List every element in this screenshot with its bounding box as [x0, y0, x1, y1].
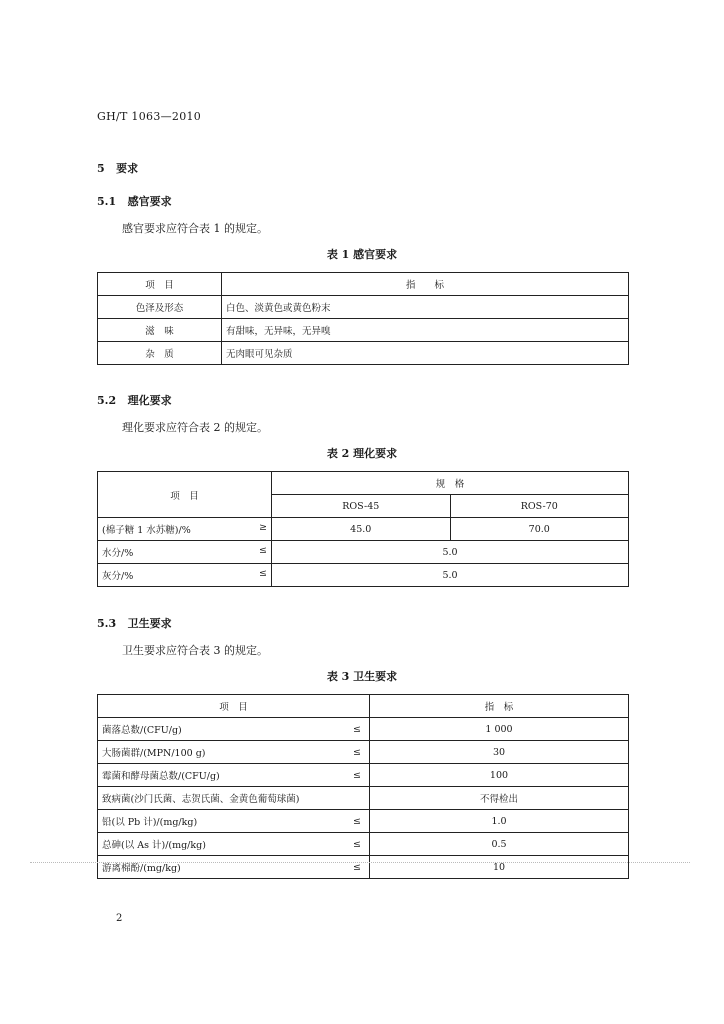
row-symbol: ≤	[339, 810, 370, 833]
subsection-5-1-intro: 感官要求应符合表 1 的规定。	[122, 222, 268, 235]
header-item: 项 目	[98, 695, 370, 718]
spec-col-ros45: ROS-45	[272, 495, 451, 518]
table-header-row	[98, 273, 629, 296]
row-symbol: ≤	[339, 741, 370, 764]
section-title: 要求	[116, 162, 139, 175]
table-header-row	[98, 695, 629, 718]
header-item: 项 目	[98, 273, 222, 296]
header-value: 指 标	[370, 695, 629, 718]
row-item-label: 水分/%	[102, 548, 134, 559]
row-item	[98, 541, 272, 564]
table-3-hygiene	[97, 694, 629, 879]
row-value: 5.0	[272, 541, 629, 564]
table-2-physicochemical	[97, 471, 629, 587]
subsection-number: 5.1	[97, 195, 117, 208]
table-row	[98, 833, 629, 856]
row-symbol: ≥	[259, 522, 267, 533]
row-symbol: ≤	[259, 568, 267, 579]
table-row	[98, 856, 629, 879]
row-item: 菌落总数/(CFU/g)	[98, 718, 340, 741]
row-symbol: ≤	[259, 545, 267, 556]
table-row	[98, 718, 629, 741]
table-row	[98, 741, 629, 764]
row-item-label: (棉子糖 1 水苏糖)/%	[102, 525, 191, 536]
row-symbol	[339, 787, 370, 810]
row-value-ros70: 70.0	[450, 518, 629, 541]
subsection-5-2-heading	[97, 392, 172, 408]
row-item: 致病菌(沙门氏菌、志贺氏菌、金黄色葡萄球菌)	[98, 787, 340, 810]
table-row	[98, 296, 629, 319]
row-item: 色泽及形态	[98, 296, 222, 319]
spec-col-ros70: ROS-70	[450, 495, 629, 518]
standard-code: GH/T 1063—2010	[97, 110, 202, 123]
header-item: 项 目	[98, 472, 272, 518]
row-item: 总砷(以 As 计)/(mg/kg)	[98, 833, 340, 856]
row-value: 30	[370, 741, 629, 764]
row-value: 不得检出	[370, 787, 629, 810]
subsection-5-1-heading	[97, 193, 172, 209]
row-value: 10	[370, 856, 629, 879]
row-value: 5.0	[272, 564, 629, 587]
row-value: 无肉眼可见杂质	[222, 342, 629, 365]
row-item: 大肠菌群/(MPN/100 g)	[98, 741, 340, 764]
table-header-row	[98, 472, 629, 495]
table-1-sensory	[97, 272, 629, 365]
row-item: 杂 质	[98, 342, 222, 365]
row-value: 有甜味，无异味，无异嗅	[222, 319, 629, 342]
row-value: 白色、淡黄色或黄色粉末	[222, 296, 629, 319]
row-item: 游离棉酚/(mg/kg)	[98, 856, 340, 879]
subsection-5-3-heading	[97, 615, 172, 631]
row-symbol: ≤	[339, 718, 370, 741]
table-row	[98, 564, 629, 587]
table-row	[98, 319, 629, 342]
table-row	[98, 810, 629, 833]
table-1-caption: 表 1 感官要求	[326, 248, 398, 261]
table-2-caption: 表 2 理化要求	[326, 447, 398, 460]
scan-artifact-line	[30, 862, 690, 864]
subsection-5-2-intro: 理化要求应符合表 2 的规定。	[122, 421, 268, 434]
table-3-caption: 表 3 卫生要求	[326, 670, 398, 683]
row-item: 铅(以 Pb 计)/(mg/kg)	[98, 810, 340, 833]
section-5-heading	[97, 160, 138, 176]
row-value-ros45: 45.0	[272, 518, 451, 541]
row-value: 100	[370, 764, 629, 787]
section-number: 5	[97, 162, 105, 175]
row-item	[98, 564, 272, 587]
subsection-number: 5.3	[97, 617, 117, 630]
subsection-title: 感官要求	[127, 195, 172, 208]
row-item: 滋 味	[98, 319, 222, 342]
table-row	[98, 342, 629, 365]
table-row	[98, 787, 629, 810]
header-value: 指 标	[222, 273, 629, 296]
page-number: 2	[116, 913, 123, 924]
table-row	[98, 541, 629, 564]
row-value: 1 000	[370, 718, 629, 741]
subsection-5-3-intro: 卫生要求应符合表 3 的规定。	[122, 644, 268, 657]
row-symbol: ≤	[339, 833, 370, 856]
row-item-label: 灰分/%	[102, 571, 134, 582]
row-symbol: ≤	[339, 856, 370, 879]
row-item	[98, 518, 272, 541]
row-symbol: ≤	[339, 764, 370, 787]
subsection-title: 卫生要求	[127, 617, 172, 630]
table-row	[98, 764, 629, 787]
row-item: 霉菌和酵母菌总数/(CFU/g)	[98, 764, 340, 787]
header-spec: 规 格	[272, 472, 629, 495]
table-row	[98, 518, 629, 541]
row-value: 1.0	[370, 810, 629, 833]
row-value: 0.5	[370, 833, 629, 856]
subsection-number: 5.2	[97, 394, 117, 407]
subsection-title: 理化要求	[127, 394, 172, 407]
